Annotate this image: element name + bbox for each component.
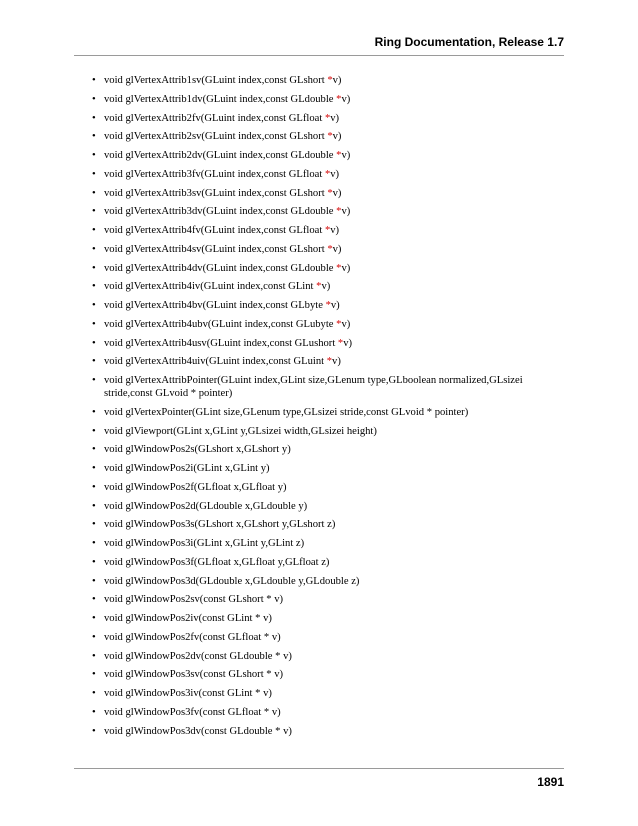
running-header-title: Ring Documentation, Release 1.7: [374, 35, 564, 49]
list-item: [92, 462, 564, 475]
bullet-marker: •: [92, 262, 96, 274]
pointer-asterisk: *: [325, 300, 331, 311]
list-item: [92, 149, 564, 162]
bullet-marker: •: [92, 225, 96, 236]
list-item: [92, 537, 564, 550]
function-signature: void glVertexAttribPointer(GLuint index,GLint size,GLenum type,GLboolean normalized,GLsizei stride,const GLvoid * pointer): [104, 375, 523, 399]
bullet-marker: •: [92, 318, 96, 330]
bullet-marker: •: [92, 556, 96, 568]
list-item: [92, 575, 564, 588]
header-rule: [74, 55, 564, 56]
function-signature: void glWindowPos3f(GLfloat x,GLfloat y,GLfloat z): [104, 556, 330, 568]
bullet-marker: •: [92, 463, 96, 474]
function-signature: void glVertexAttrib2fv(GLuint index,const GLfloat: [104, 112, 325, 124]
list-item: [92, 481, 564, 494]
bullet-marker: •: [92, 375, 96, 386]
function-signature: void glVertexAttrib4fv(GLuint index,const GLfloat: [104, 225, 325, 236]
function-signature: void glViewport(GLint x,GLint y,GLsizei width,GLsizei height): [104, 425, 377, 437]
list-item: [92, 374, 564, 400]
bullet-marker: •: [92, 538, 96, 549]
function-signature: void glWindowPos2dv(const GLdouble * v): [104, 650, 292, 662]
list-item: [92, 262, 564, 275]
pointer-asterisk: *: [336, 262, 342, 274]
function-signature: void glWindowPos3fv(const GLfloat * v): [104, 706, 281, 718]
function-signature-tail: v): [330, 300, 340, 311]
list-item: [92, 280, 564, 293]
pointer-asterisk: *: [337, 337, 344, 349]
function-signature: void glWindowPos2fv(const GLfloat * v): [104, 631, 281, 643]
bullet-marker: •: [92, 337, 96, 349]
list-item: [92, 224, 564, 237]
list-item: [92, 631, 564, 644]
bullet-marker: •: [92, 281, 96, 293]
list-item: [92, 112, 564, 125]
page-number: 1891: [537, 775, 564, 789]
function-signature: void glVertexAttrib1dv(GLuint index,const GLdouble: [104, 93, 337, 105]
bullet-marker: •: [92, 669, 96, 681]
function-signature: void glVertexAttrib4bv(GLuint index,const GLbyte: [104, 300, 326, 311]
function-signature: void glVertexAttrib3dv(GLuint index,const GLdouble: [104, 206, 337, 218]
pointer-asterisk: *: [324, 225, 331, 236]
function-signature: void glWindowPos2i(GLint x,GLint y): [104, 463, 270, 474]
list-item: [92, 706, 564, 719]
pointer-asterisk: *: [336, 93, 342, 105]
function-signature: void glVertexAttrib2sv(GLuint index,const GLshort: [104, 131, 328, 143]
bullet-marker: •: [92, 575, 96, 587]
function-signature-tail: v): [330, 112, 340, 124]
list-item: [92, 687, 564, 700]
bullet-marker: •: [92, 168, 96, 180]
bullet-marker: •: [92, 243, 96, 255]
function-signature: void glVertexAttrib4usv(GLuint index,const GLushort: [104, 337, 338, 349]
function-signature: void glVertexAttrib4uiv(GLuint index,const GLuint: [104, 356, 327, 368]
list-item: [92, 650, 564, 663]
function-signature: void glWindowPos3d(GLdouble x,GLdouble y,GLdouble z): [104, 575, 360, 587]
function-signature-tail: v): [341, 206, 351, 218]
bullet-marker: •: [92, 650, 96, 662]
function-signature: void glWindowPos2iv(const GLint * v): [104, 613, 272, 624]
function-signature-tail: v): [341, 150, 351, 161]
bullet-marker: •: [92, 500, 96, 512]
bullet-marker: •: [92, 706, 96, 718]
function-signature: void glWindowPos3i(GLint x,GLint y,GLint z): [104, 538, 305, 549]
bullet-marker: •: [92, 631, 96, 643]
bullet-marker: •: [92, 425, 96, 437]
list-item: [92, 168, 564, 181]
function-signature: void glWindowPos3sv(const GLshort * v): [104, 669, 284, 681]
function-list: [92, 74, 564, 743]
bullet-marker: •: [92, 406, 96, 418]
bullet-marker: •: [92, 93, 96, 105]
list-item: [92, 443, 564, 456]
function-signature: void glVertexAttrib3sv(GLuint index,const GLshort: [104, 187, 328, 199]
bullet-marker: •: [92, 112, 96, 124]
function-signature-tail: v): [330, 225, 340, 236]
pointer-asterisk: *: [336, 318, 342, 330]
function-signature-tail: v): [343, 337, 353, 349]
function-signature: void glVertexAttrib4dv(GLuint index,const GLdouble: [104, 262, 337, 274]
pointer-asterisk: *: [327, 75, 333, 86]
function-signature-tail: v): [321, 281, 331, 293]
list-item: [92, 406, 564, 419]
function-signature-tail: v): [332, 187, 342, 199]
list-item: [92, 318, 564, 331]
list-item: [92, 130, 564, 143]
list-item: [92, 612, 564, 625]
function-signature: void glVertexAttrib2dv(GLuint index,const GLdouble: [104, 150, 337, 161]
list-item: [92, 74, 564, 87]
pointer-asterisk: *: [327, 243, 333, 255]
list-item: [92, 500, 564, 513]
function-signature: void glWindowPos2sv(const GLshort * v): [104, 594, 284, 606]
function-signature: void glVertexPointer(GLint size,GLenum type,GLsizei stride,const GLvoid * pointer): [104, 406, 469, 418]
bullet-marker: •: [92, 725, 96, 737]
function-signature-tail: v): [332, 75, 342, 86]
function-signature: void glWindowPos3s(GLshort x,GLshort y,GLshort z): [104, 519, 336, 531]
function-signature-tail: v): [341, 318, 351, 330]
footer-rule: [74, 768, 564, 769]
function-signature: void glWindowPos3iv(const GLint * v): [104, 688, 272, 699]
bullet-marker: •: [92, 187, 96, 199]
list-item: [92, 355, 564, 368]
list-item: [92, 518, 564, 531]
list-item: [92, 556, 564, 569]
function-signature-tail: v): [341, 262, 351, 274]
function-signature: void glVertexAttrib4sv(GLuint index,const GLshort: [104, 243, 328, 255]
bullet-marker: •: [92, 356, 96, 368]
bullet-marker: •: [92, 688, 96, 699]
function-signature-tail: v): [341, 93, 351, 105]
pointer-asterisk: *: [324, 112, 331, 124]
list-item: [92, 299, 564, 312]
list-item: [92, 668, 564, 681]
bullet-marker: •: [92, 444, 96, 456]
pointer-asterisk: *: [327, 187, 333, 199]
bullet-marker: •: [92, 481, 96, 493]
function-signature: void glVertexAttrib4iv(GLuint index,const GLint: [104, 281, 317, 293]
list-item: [92, 187, 564, 200]
function-signature-tail: v): [332, 131, 342, 143]
function-signature-tail: v): [330, 168, 340, 180]
list-item: [92, 337, 564, 350]
bullet-marker: •: [92, 206, 96, 218]
pointer-asterisk: *: [326, 356, 333, 368]
list-item: [92, 205, 564, 218]
function-signature-tail: v): [332, 356, 341, 368]
list-item: [92, 425, 564, 438]
function-signature-tail: v): [332, 243, 342, 255]
function-signature: void glVertexAttrib4ubv(GLuint index,const GLubyte: [104, 318, 337, 330]
list-item: [92, 725, 564, 738]
pointer-asterisk: *: [336, 150, 342, 161]
bullet-marker: •: [92, 131, 96, 143]
list-item: [92, 593, 564, 606]
list-item: [92, 93, 564, 106]
pointer-asterisk: *: [316, 281, 322, 293]
pointer-asterisk: *: [327, 131, 333, 143]
bullet-marker: •: [92, 75, 96, 86]
pointer-asterisk: *: [336, 206, 342, 218]
function-signature: void glVertexAttrib3fv(GLuint index,const GLfloat: [104, 168, 325, 180]
function-signature: void glWindowPos2f(GLfloat x,GLfloat y): [104, 481, 287, 493]
bullet-marker: •: [92, 300, 96, 311]
function-signature: void glWindowPos3dv(const GLdouble * v): [104, 725, 292, 737]
bullet-marker: •: [92, 519, 96, 531]
function-signature: void glWindowPos2d(GLdouble x,GLdouble y): [104, 500, 308, 512]
function-signature: void glWindowPos2s(GLshort x,GLshort y): [104, 444, 291, 456]
list-item: [92, 243, 564, 256]
bullet-marker: •: [92, 613, 96, 624]
bullet-marker: •: [92, 594, 96, 606]
pointer-asterisk: *: [324, 168, 331, 180]
function-signature: void glVertexAttrib1sv(GLuint index,const GLshort: [104, 75, 328, 86]
bullet-marker: •: [92, 150, 96, 161]
